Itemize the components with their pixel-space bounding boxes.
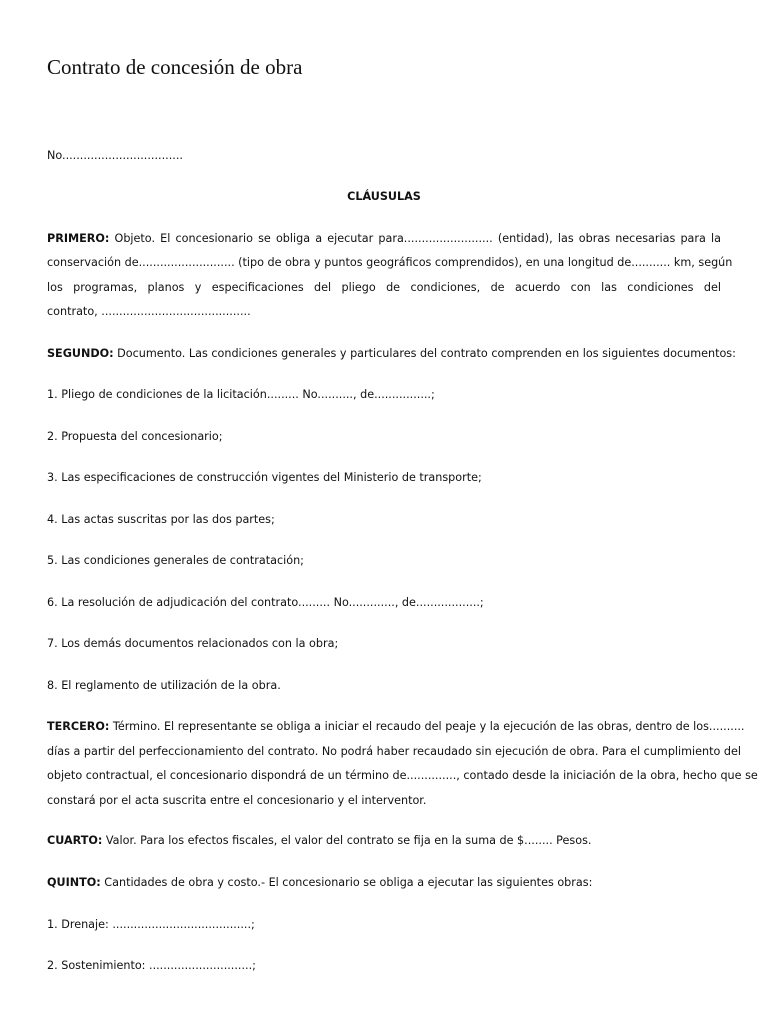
clause-cuarto-text: Valor. Para los efectos fiscales, el valor del contrato se fija en la suma de $........ Pesos. — [102, 834, 592, 847]
clause-primero-line-2: conservación de........................... (tipo de obra y puntos geográficos comprendidos), en una longitud de........... km, según — [47, 256, 733, 269]
clause-quinto — [47, 876, 721, 890]
segundo-list-item: 8. El reglamento de utilización de la obra. — [47, 679, 281, 692]
clause-cuarto-label: CUARTO: — [47, 834, 103, 847]
segundo-list-item: 6. La resolución de adjudicación del contrato......... No............., de..................; — [47, 596, 484, 609]
segundo-list-item: 3. Las especificaciones de construcción vigentes del Ministerio de transporte; — [47, 471, 482, 484]
segundo-list-item: 5. Las condiciones generales de contratación; — [47, 554, 304, 567]
quinto-list-item: 1. Drenaje: .......................................; — [47, 918, 255, 931]
clause-tercero-line-2: días a partir del perfeccionamiento del contrato. No podrá haber recaudado sin ejecución de obra. Para el cumplimiento del — [47, 745, 742, 758]
clause-quinto-text: Cantidades de obra y costo.- El concesionario se obliga a ejecutar las siguientes obras: — [100, 876, 593, 889]
segundo-list-item: 2. Propuesta del concesionario; — [47, 430, 223, 443]
clause-tercero-line-4: constará por el acta suscrita entre el concesionario y el interventor. — [47, 794, 427, 807]
clause-tercero-label: TERCERO: — [47, 720, 110, 733]
clause-tercero-line-1 — [47, 720, 745, 734]
clauses-heading — [47, 190, 721, 204]
clause-primero-line-1 — [47, 232, 721, 246]
clause-tercero-line-3: objeto contractual, el concesionario dispondrá de un término de.............., contado desde la iniciación de la obra, hecho que se — [47, 769, 758, 782]
clause-primero-line-3: los programas, planos y especificaciones del pliego de condiciones, de acuerdo con las condiciones del — [47, 281, 721, 294]
clause-primero-line-4: contrato, .......................................... — [47, 305, 251, 318]
clause-primero-text-1: Objeto. El concesionario se obliga a ejecutar para......................... (entidad), las obras necesarias para la — [109, 232, 721, 245]
clause-primero-label: PRIMERO: — [47, 232, 110, 245]
quinto-list-item: 2. Sostenimiento: .............................; — [47, 959, 256, 972]
segundo-list-item: 1. Pliego de condiciones de la licitación......... No.........., de................; — [47, 388, 435, 401]
segundo-list-item: 4. Las actas suscritas por las dos partes; — [47, 513, 275, 526]
clause-tercero-text-1: Término. El representante se obliga a iniciar el recaudo del peaje y la ejecución de las obras, dentro de los.......... — [109, 720, 745, 733]
clause-segundo-text: Documento. Las condiciones generales y particulares del contrato comprenden en los siguientes documentos: — [113, 347, 736, 360]
clause-segundo-label: SEGUNDO: — [47, 347, 114, 360]
document-title: Contrato de concesión de obra — [47, 55, 303, 79]
segundo-list-item: 7. Los demás documentos relacionados con la obra; — [47, 637, 339, 650]
clause-quinto-label: QUINTO: — [47, 876, 101, 889]
contract-number-line: No.................................. — [47, 149, 183, 162]
clause-segundo — [47, 347, 736, 361]
clauses-heading-text: CLÁUSULAS — [347, 190, 421, 203]
clause-cuarto — [47, 834, 721, 848]
